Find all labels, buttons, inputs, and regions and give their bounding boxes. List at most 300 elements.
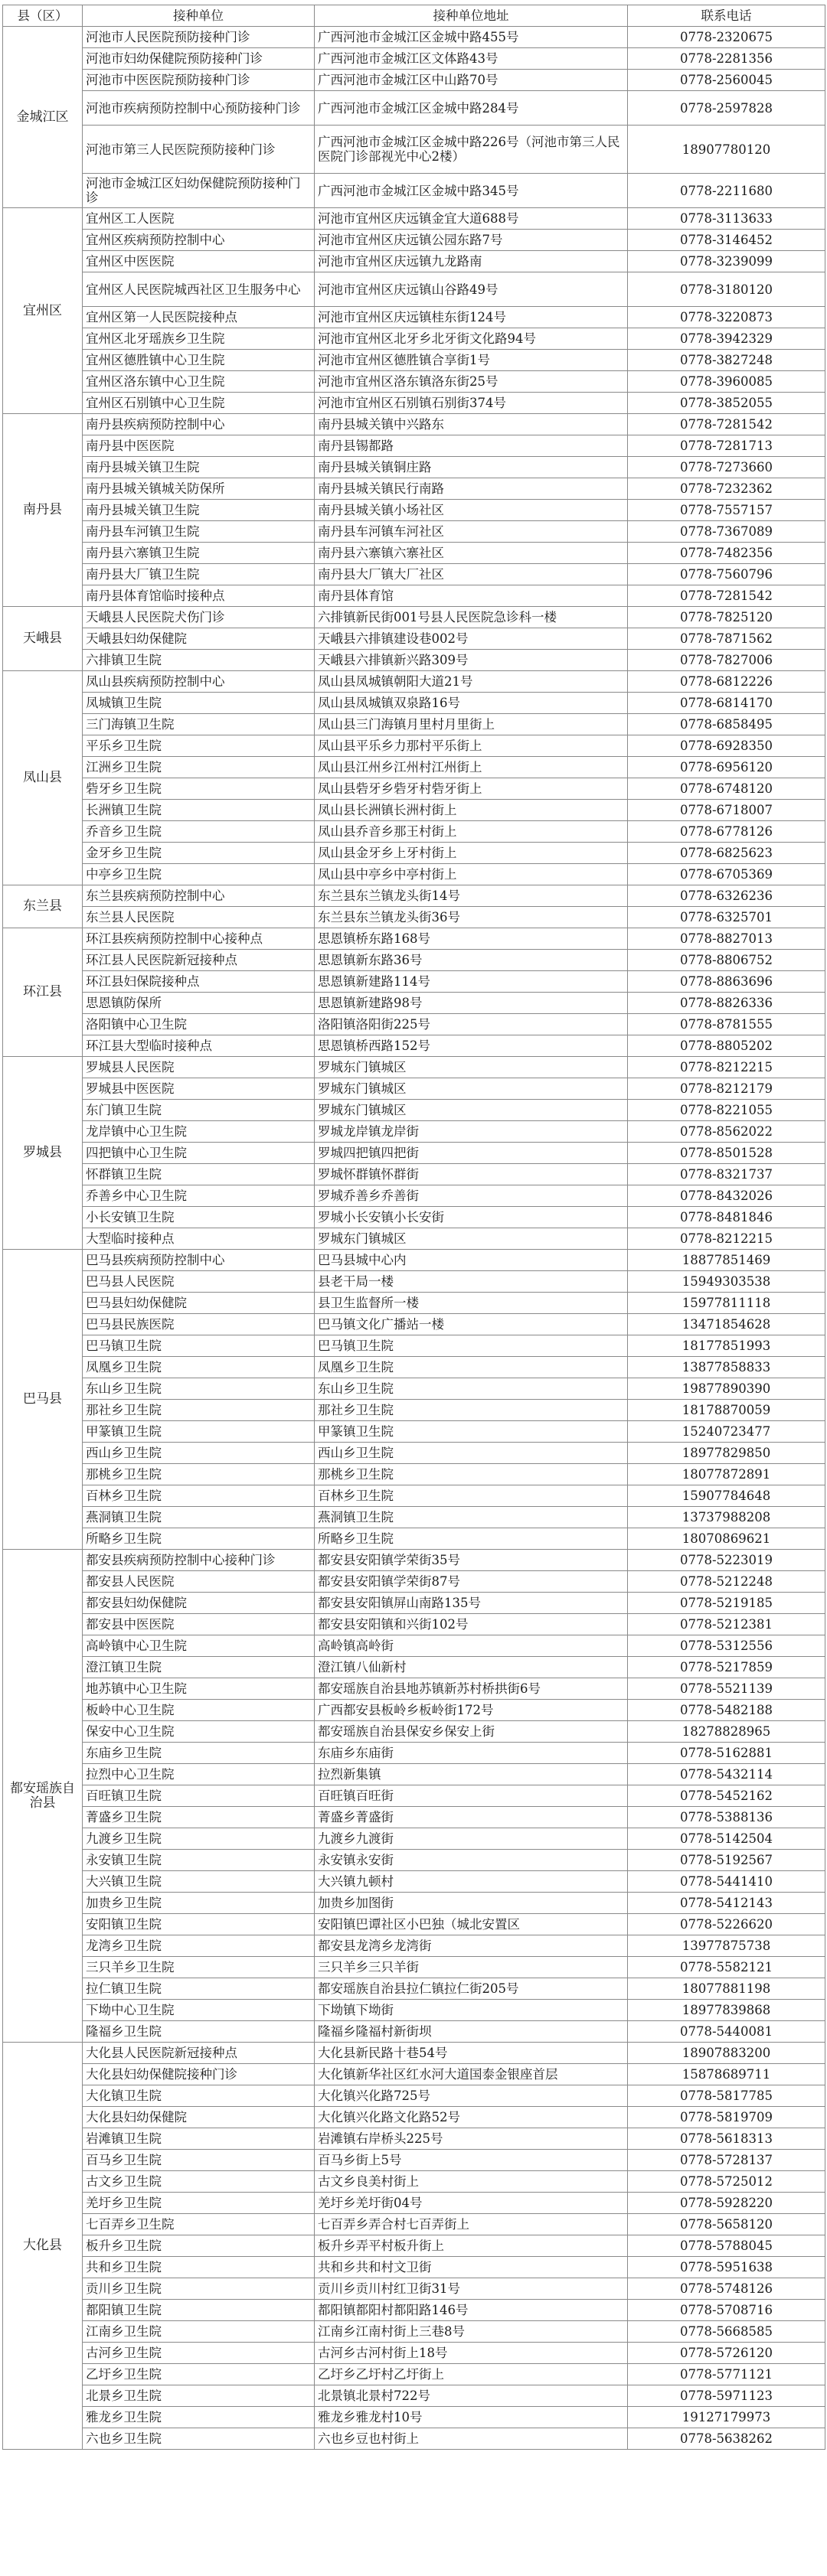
address-cell: 凤山县中亭乡中亭村街上: [315, 864, 628, 885]
table-row: [3, 950, 825, 971]
address-cell: 广西河池市金城江区金城中路455号: [315, 27, 628, 48]
unit-cell: 所略乡卫生院: [83, 1528, 315, 1550]
table-row: [3, 735, 825, 757]
phone-cell: 18907780120: [628, 126, 825, 174]
phone-cell: 18977839868: [628, 2000, 825, 2021]
header-phone: 联系电话: [628, 5, 825, 27]
address-cell: 安阳镇巴谭社区小巴独（城北安置区: [315, 1914, 628, 1935]
phone-cell: 18907883200: [628, 2043, 825, 2064]
phone-cell: 0778-6956120: [628, 757, 825, 778]
unit-cell: 巴马县疾病预防控制中心: [83, 1250, 315, 1271]
unit-cell: 那社乡卫生院: [83, 1400, 315, 1421]
unit-cell: 板升乡卫生院: [83, 2235, 315, 2257]
unit-cell: 宜州区工人医院: [83, 208, 315, 230]
address-cell: 贡川乡贡川村红卫街31号: [315, 2278, 628, 2300]
address-cell: 羌圩乡羌圩街04号: [315, 2193, 628, 2214]
table-row: [3, 1035, 825, 1057]
table-row: [3, 1635, 825, 1657]
phone-cell: 0778-7281542: [628, 414, 825, 435]
phone-cell: 0778-5726120: [628, 2343, 825, 2364]
phone-cell: 0778-6326236: [628, 885, 825, 907]
unit-cell: 百林乡卫生院: [83, 1485, 315, 1507]
table-row: [3, 543, 825, 564]
address-cell: 那桃乡卫生院: [315, 1464, 628, 1485]
unit-cell: 宜州区洛东镇中心卫生院: [83, 371, 315, 393]
table-row: [3, 208, 825, 230]
table-row: [3, 1250, 825, 1271]
unit-cell: 龙岸镇中心卫生院: [83, 1121, 315, 1143]
table-row: [3, 714, 825, 735]
phone-cell: 0778-6705369: [628, 864, 825, 885]
phone-cell: 0778-2560045: [628, 70, 825, 91]
unit-cell: 贡川乡卫生院: [83, 2278, 315, 2300]
address-cell: 南丹县体育馆: [315, 585, 628, 607]
address-cell: 凤山县金牙乡上牙村街上: [315, 843, 628, 864]
table-row: [3, 1014, 825, 1035]
table-row: [3, 1764, 825, 1785]
phone-cell: 0778-7281542: [628, 585, 825, 607]
phone-cell: 0778-5212248: [628, 1571, 825, 1593]
table-row: [3, 2364, 825, 2385]
unit-cell: 河池市疾病预防控制中心预防接种门诊: [83, 91, 315, 126]
phone-cell: 0778-7560796: [628, 564, 825, 585]
address-cell: 罗城东门镇城区: [315, 1078, 628, 1100]
phone-cell: 18177851993: [628, 1335, 825, 1357]
table-row: [3, 435, 825, 457]
phone-cell: 0778-3852055: [628, 393, 825, 414]
unit-cell: 都阳镇卫生院: [83, 2300, 315, 2321]
phone-cell: 15240723477: [628, 1421, 825, 1443]
address-cell: 思恩镇新建路98号: [315, 993, 628, 1014]
address-cell: 六排镇新民街001号县人民医院急诊科一楼: [315, 607, 628, 628]
address-cell: 都安县安阳镇和兴街102号: [315, 1614, 628, 1635]
address-cell: 广西河池市金城江区文体路43号: [315, 48, 628, 70]
phone-cell: 0778-5708716: [628, 2300, 825, 2321]
phone-cell: 0778-5668585: [628, 2321, 825, 2343]
address-cell: 广西河池市金城江区金城中路345号: [315, 174, 628, 208]
unit-cell: 思恩镇防保所: [83, 993, 315, 1014]
header-row: [3, 5, 825, 27]
address-cell: 广西河池市金城江区中山路70号: [315, 70, 628, 91]
address-cell: 思恩镇桥东路168号: [315, 928, 628, 950]
address-cell: 凤山县三门海镇月里村月里街上: [315, 714, 628, 735]
unit-cell: 都安县妇幼保健院: [83, 1593, 315, 1614]
address-cell: 河池市宜州区庆远镇桂东街124号: [315, 307, 628, 328]
unit-cell: 菁盛乡卫生院: [83, 1807, 315, 1828]
unit-cell: 东兰县疾病预防控制中心: [83, 885, 315, 907]
address-cell: 巴马镇文化广播站一楼: [315, 1314, 628, 1335]
phone-cell: 0778-8863696: [628, 971, 825, 993]
phone-cell: 0778-3942329: [628, 328, 825, 350]
table-row: [3, 1721, 825, 1743]
address-cell: 东兰县东兰镇龙头街14号: [315, 885, 628, 907]
address-cell: 所略乡卫生院: [315, 1528, 628, 1550]
table-row: [3, 2171, 825, 2193]
table-row: [3, 2257, 825, 2278]
unit-cell: 共和乡卫生院: [83, 2257, 315, 2278]
address-cell: 古文乡良美村街上: [315, 2171, 628, 2193]
phone-cell: 0778-5725012: [628, 2171, 825, 2193]
phone-cell: 0778-3220873: [628, 307, 825, 328]
table-row: [3, 2385, 825, 2407]
unit-cell: 环江县妇保院接种点: [83, 971, 315, 993]
table-row: [3, 393, 825, 414]
address-cell: 隆福乡隆福村新街坝: [315, 2021, 628, 2043]
table-row: [3, 307, 825, 328]
table-row: [3, 1378, 825, 1400]
county-cell: 大化县: [3, 2043, 83, 2450]
table-row: [3, 2150, 825, 2171]
address-cell: 六也乡豆也村街上: [315, 2428, 628, 2450]
table-row: [3, 1871, 825, 1893]
phone-cell: 0778-8826336: [628, 993, 825, 1014]
unit-cell: 河池市人民医院预防接种门诊: [83, 27, 315, 48]
phone-cell: 18077881198: [628, 1978, 825, 2000]
table-row: [3, 2085, 825, 2107]
phone-cell: 0778-6814170: [628, 693, 825, 714]
table-row: [3, 1485, 825, 1507]
phone-cell: 0778-2211680: [628, 174, 825, 208]
unit-cell: 甲篆镇卫生院: [83, 1421, 315, 1443]
address-cell: 甲篆镇卫生院: [315, 1421, 628, 1443]
phone-cell: 0778-8221055: [628, 1100, 825, 1121]
unit-cell: 北景乡卫生院: [83, 2385, 315, 2407]
phone-cell: 0778-7557157: [628, 500, 825, 521]
address-cell: 百旺镇百旺街: [315, 1785, 628, 1807]
unit-cell: 东庙乡卫生院: [83, 1743, 315, 1764]
address-cell: 燕洞镇卫生院: [315, 1507, 628, 1528]
table-row: [3, 1593, 825, 1614]
unit-cell: 宜州区中医医院: [83, 251, 315, 272]
county-cell: 宜州区: [3, 208, 83, 414]
address-cell: 拉烈新集镇: [315, 1764, 628, 1785]
address-cell: 南丹县大厂镇大厂社区: [315, 564, 628, 585]
address-cell: 罗城四把镇四把街: [315, 1143, 628, 1164]
unit-cell: 南丹县城关镇卫生院: [83, 500, 315, 521]
unit-cell: 岩滩镇卫生院: [83, 2128, 315, 2150]
phone-cell: 0778-8321737: [628, 1164, 825, 1185]
unit-cell: 长洲镇卫生院: [83, 800, 315, 821]
unit-cell: 七百弄乡卫生院: [83, 2214, 315, 2235]
address-cell: 都安县龙湾乡龙湾街: [315, 1935, 628, 1957]
address-cell: 都安瑶族自治县拉仁镇拉仁街205号: [315, 1978, 628, 2000]
unit-cell: 河池市第三人民医院预防接种门诊: [83, 126, 315, 174]
county-cell: 巴马县: [3, 1250, 83, 1550]
unit-cell: 大型临时接种点: [83, 1228, 315, 1250]
unit-cell: 怀群镇卫生院: [83, 1164, 315, 1185]
address-cell: 广西都安县板岭乡板岭街172号: [315, 1700, 628, 1721]
unit-cell: 金牙乡卫生院: [83, 843, 315, 864]
address-cell: 河池市宜州区石别镇石别街374号: [315, 393, 628, 414]
phone-cell: 0778-7232362: [628, 478, 825, 500]
table-row: [3, 993, 825, 1014]
phone-cell: 0778-5582121: [628, 1957, 825, 1978]
address-cell: 凤山县江州乡江州村江州街上: [315, 757, 628, 778]
address-cell: 凤山县乔音乡那王村街上: [315, 821, 628, 843]
address-cell: 那社乡卫生院: [315, 1400, 628, 1421]
table-row: [3, 2235, 825, 2257]
address-cell: 南丹县锡都路: [315, 435, 628, 457]
table-row: [3, 928, 825, 950]
address-cell: 大兴镇九顿村: [315, 1871, 628, 1893]
county-cell: 东兰县: [3, 885, 83, 928]
address-cell: 思恩镇新东路36号: [315, 950, 628, 971]
address-cell: 广西河池市金城江区金城中路226号（河池市第三人民医院门诊部视光中心2楼）: [315, 126, 628, 174]
phone-cell: 0778-5951638: [628, 2257, 825, 2278]
address-cell: 罗城东门镇城区: [315, 1100, 628, 1121]
phone-cell: 0778-5217859: [628, 1657, 825, 1678]
unit-cell: 古河乡卫生院: [83, 2343, 315, 2364]
table-row: [3, 1957, 825, 1978]
phone-cell: 0778-5212381: [628, 1614, 825, 1635]
address-cell: 雅龙乡雅龙村10号: [315, 2407, 628, 2428]
unit-cell: 环江县疾病预防控制中心接种点: [83, 928, 315, 950]
phone-cell: 0778-5441410: [628, 1871, 825, 1893]
table-row: [3, 328, 825, 350]
phone-cell: 13977875738: [628, 1935, 825, 1957]
table-row: [3, 1293, 825, 1314]
address-cell: 百林乡卫生院: [315, 1485, 628, 1507]
unit-cell: 六也乡卫生院: [83, 2428, 315, 2450]
unit-cell: 隆福乡卫生院: [83, 2021, 315, 2043]
address-cell: 罗城小长安镇小长安街: [315, 1207, 628, 1228]
vaccination-sites-table: [2, 5, 825, 2450]
phone-cell: 0778-3239099: [628, 251, 825, 272]
unit-cell: 河池市妇幼保健院预防接种门诊: [83, 48, 315, 70]
phone-cell: 0778-8805202: [628, 1035, 825, 1057]
table-row: [3, 2043, 825, 2064]
phone-cell: 0778-5521139: [628, 1678, 825, 1700]
phone-cell: 0778-6325701: [628, 907, 825, 928]
phone-cell: 15949303538: [628, 1271, 825, 1293]
phone-cell: 0778-8212215: [628, 1228, 825, 1250]
table-row: [3, 2000, 825, 2021]
address-cell: 都安瑶族自治县保安乡保安上街: [315, 1721, 628, 1743]
table-row: [3, 1571, 825, 1593]
address-cell: 河池市宜州区庆远镇金宜大道688号: [315, 208, 628, 230]
table-row: [3, 350, 825, 371]
table-row: [3, 2343, 825, 2364]
address-cell: 岩滩镇右岸桥头225号: [315, 2128, 628, 2150]
address-cell: 都阳镇都阳村都阳路146号: [315, 2300, 628, 2321]
phone-cell: 0778-5452162: [628, 1785, 825, 1807]
phone-cell: 0778-8212179: [628, 1078, 825, 1100]
phone-cell: 0778-5748126: [628, 2278, 825, 2300]
table-row: [3, 251, 825, 272]
phone-cell: 15977811118: [628, 1293, 825, 1314]
unit-cell: 巴马县妇幼保健院: [83, 1293, 315, 1314]
unit-cell: 安阳镇卫生院: [83, 1914, 315, 1935]
unit-cell: 保安中心卫生院: [83, 1721, 315, 1743]
address-cell: 凤山县凤城镇朝阳大道21号: [315, 671, 628, 693]
unit-cell: 燕洞镇卫生院: [83, 1507, 315, 1528]
unit-cell: 天峨县人民医院犬伤门诊: [83, 607, 315, 628]
phone-cell: 0778-5219185: [628, 1593, 825, 1614]
unit-cell: 那桃乡卫生院: [83, 1464, 315, 1485]
unit-cell: 六排镇卫生院: [83, 650, 315, 671]
unit-cell: 东门镇卫生院: [83, 1100, 315, 1121]
table-row: [3, 457, 825, 478]
phone-cell: 0778-2597828: [628, 91, 825, 126]
unit-cell: 三门海镇卫生院: [83, 714, 315, 735]
phone-cell: 0778-5142504: [628, 1828, 825, 1850]
table-row: [3, 843, 825, 864]
header-county: 县（区）: [3, 5, 83, 27]
unit-cell: 龙湾乡卫生院: [83, 1935, 315, 1957]
address-cell: 罗城乔善乡乔善街: [315, 1185, 628, 1207]
phone-cell: 0778-5819709: [628, 2107, 825, 2128]
address-cell: 洛阳镇洛阳街225号: [315, 1014, 628, 1035]
phone-cell: 15878689711: [628, 2064, 825, 2085]
phone-cell: 18278828965: [628, 1721, 825, 1743]
table-row: [3, 864, 825, 885]
phone-cell: 0778-5788045: [628, 2235, 825, 2257]
unit-cell: 南丹县车河镇卫生院: [83, 521, 315, 543]
table-row: [3, 1657, 825, 1678]
address-cell: 板升乡弄平村板升街上: [315, 2235, 628, 2257]
phone-cell: 0778-6812226: [628, 671, 825, 693]
address-cell: 东山乡卫生院: [315, 1378, 628, 1400]
address-cell: 县老干局一楼: [315, 1271, 628, 1293]
table-row: [3, 1100, 825, 1121]
table-row: [3, 1785, 825, 1807]
header-unit: 接种单位: [83, 5, 315, 27]
phone-cell: 0778-6928350: [628, 735, 825, 757]
phone-cell: 0778-6778126: [628, 821, 825, 843]
unit-cell: 西山乡卫生院: [83, 1443, 315, 1464]
table-row: [3, 70, 825, 91]
address-cell: 东兰县东兰镇龙头街36号: [315, 907, 628, 928]
phone-cell: 13877858833: [628, 1357, 825, 1378]
unit-cell: 环江县大型临时接种点: [83, 1035, 315, 1057]
table-row: [3, 2407, 825, 2428]
phone-cell: 0778-5412143: [628, 1893, 825, 1914]
table-row: [3, 1335, 825, 1357]
unit-cell: 南丹县体育馆临时接种点: [83, 585, 315, 607]
address-cell: 北景镇北景村722号: [315, 2385, 628, 2407]
phone-cell: 0778-8481846: [628, 1207, 825, 1228]
address-cell: 凤凰乡卫生院: [315, 1357, 628, 1378]
phone-cell: 0778-2281356: [628, 48, 825, 70]
table-row: [3, 564, 825, 585]
table-row: [3, 1807, 825, 1828]
address-cell: 大化镇兴化路725号: [315, 2085, 628, 2107]
address-cell: 乙圩乡乙圩村乙圩街上: [315, 2364, 628, 2385]
phone-cell: 0778-5192567: [628, 1850, 825, 1871]
phone-cell: 13737988208: [628, 1507, 825, 1528]
address-cell: 巴马县城中心内: [315, 1250, 628, 1271]
address-cell: 罗城东门镇城区: [315, 1228, 628, 1250]
address-cell: 思恩镇桥西路152号: [315, 1035, 628, 1057]
table-row: [3, 1443, 825, 1464]
unit-cell: 河池市金城江区妇幼保健院预防接种门诊: [83, 174, 315, 208]
address-cell: 东庙乡东庙街: [315, 1743, 628, 1764]
unit-cell: 高岭镇中心卫生院: [83, 1635, 315, 1657]
table-row: [3, 1550, 825, 1571]
table-row: [3, 27, 825, 48]
address-cell: 七百弄乡弄合村七百弄街上: [315, 2214, 628, 2235]
table-row: [3, 478, 825, 500]
address-cell: 下坳镇下坳街: [315, 2000, 628, 2021]
address-cell: 罗城东门镇城区: [315, 1057, 628, 1078]
address-cell: 河池市宜州区庆远镇九龙路南: [315, 251, 628, 272]
phone-cell: 0778-5728137: [628, 2150, 825, 2171]
table-row: [3, 1528, 825, 1550]
unit-cell: 都安县疾病预防控制中心接种门诊: [83, 1550, 315, 1571]
unit-cell: 宜州区疾病预防控制中心: [83, 230, 315, 251]
address-cell: 菁盛乡菁盛街: [315, 1807, 628, 1828]
table-row: [3, 2021, 825, 2043]
table-row: [3, 91, 825, 126]
unit-cell: 南丹县城关镇城关防保所: [83, 478, 315, 500]
table-row: [3, 126, 825, 174]
table-row: [3, 1228, 825, 1250]
table-row: [3, 821, 825, 843]
phone-cell: 0778-6858495: [628, 714, 825, 735]
unit-cell: 宜州区第一人民医院接种点: [83, 307, 315, 328]
table-row: [3, 272, 825, 307]
phone-cell: 0778-8212215: [628, 1057, 825, 1078]
phone-cell: 18070869621: [628, 1528, 825, 1550]
phone-cell: 0778-5312556: [628, 1635, 825, 1657]
table-row: [3, 1207, 825, 1228]
phone-cell: 0778-6718007: [628, 800, 825, 821]
phone-cell: 0778-2320675: [628, 27, 825, 48]
phone-cell: 0778-5658120: [628, 2214, 825, 2235]
address-cell: 南丹县城关镇民行南路: [315, 478, 628, 500]
unit-cell: 都安县人民医院: [83, 1571, 315, 1593]
table-row: [3, 1700, 825, 1721]
address-cell: 凤山县平乐乡力那村平乐街上: [315, 735, 628, 757]
phone-cell: 0778-6825623: [628, 843, 825, 864]
phone-cell: 0778-8827013: [628, 928, 825, 950]
unit-cell: 中亭乡卫生院: [83, 864, 315, 885]
table-row: [3, 1743, 825, 1764]
unit-cell: 南丹县疾病预防控制中心: [83, 414, 315, 435]
table-row: [3, 371, 825, 393]
table-row: [3, 1935, 825, 1957]
address-cell: 凤山县砦牙乡砦牙村砦牙街上: [315, 778, 628, 800]
unit-cell: 四把镇中心卫生院: [83, 1143, 315, 1164]
county-cell: 环江县: [3, 928, 83, 1057]
phone-cell: 18178870059: [628, 1400, 825, 1421]
unit-cell: 拉烈中心卫生院: [83, 1764, 315, 1785]
phone-cell: 0778-5971123: [628, 2385, 825, 2407]
phone-cell: 13471854628: [628, 1314, 825, 1335]
table-row: [3, 2428, 825, 2450]
address-cell: 南丹县城关镇铜庄路: [315, 457, 628, 478]
table-row: [3, 1828, 825, 1850]
address-cell: 西山乡卫生院: [315, 1443, 628, 1464]
table-row: [3, 1078, 825, 1100]
table-row: [3, 1143, 825, 1164]
table-row: [3, 1978, 825, 2000]
phone-cell: 0778-8501528: [628, 1143, 825, 1164]
unit-cell: 宜州区人民医院城西社区卫生服务中心: [83, 272, 315, 307]
address-cell: 凤山县长洲镇长洲村街上: [315, 800, 628, 821]
unit-cell: 九渡乡卫生院: [83, 1828, 315, 1850]
unit-cell: 乙圩乡卫生院: [83, 2364, 315, 2385]
address-cell: 都安县安阳镇屏山南路135号: [315, 1593, 628, 1614]
phone-cell: 0778-5638262: [628, 2428, 825, 2450]
address-cell: 大化镇新华社区红水河大道国泰金银座首层: [315, 2064, 628, 2085]
table-row: [3, 1678, 825, 1700]
table-row: [3, 1185, 825, 1207]
table-row: [3, 1121, 825, 1143]
phone-cell: 0778-5771121: [628, 2364, 825, 2385]
county-cell: 南丹县: [3, 414, 83, 607]
phone-cell: 19127179973: [628, 2407, 825, 2428]
